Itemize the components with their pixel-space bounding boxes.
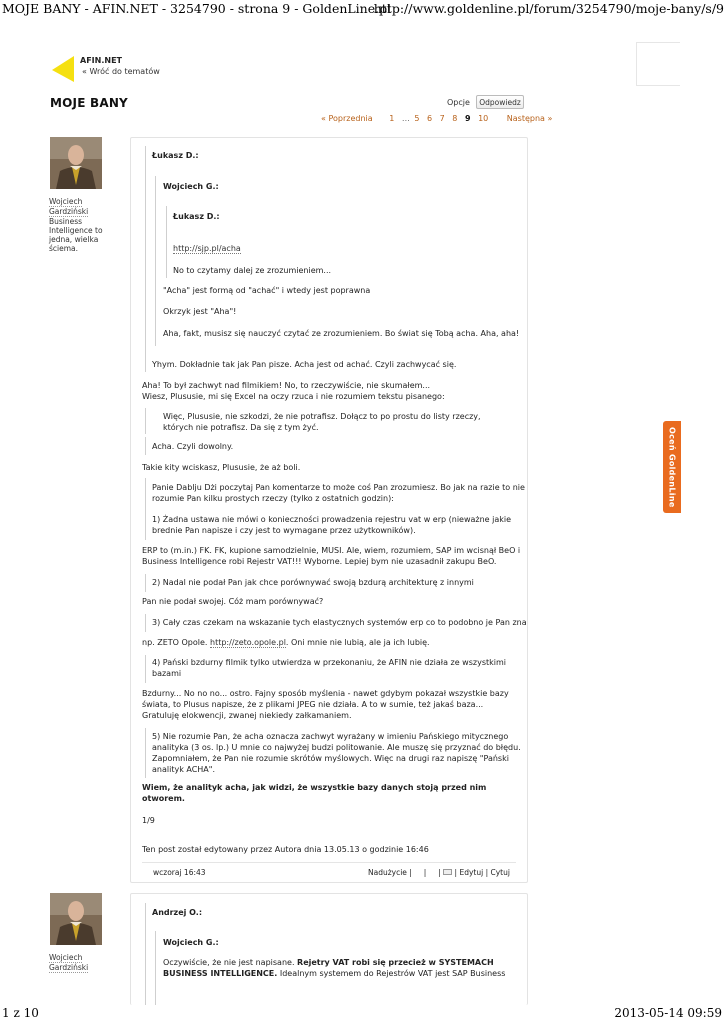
quote-text bbox=[163, 968, 505, 979]
pagination-current-page: 9 bbox=[464, 114, 471, 123]
topic-title: MOJE BANY bbox=[50, 96, 128, 110]
pagination-prev[interactable]: « Poprzednia bbox=[321, 114, 373, 123]
quote-text: brednie Pan napisze i czy jest to wymagane przez użytkowników). bbox=[152, 526, 416, 535]
pagination-ellipsis: … bbox=[401, 114, 410, 123]
quote-border bbox=[145, 437, 146, 455]
quote-text: 4) Pański bzdurny filmik tylko utwierdza w przekonaniu, że AFIN nie działa ze wszystkimi bbox=[152, 658, 507, 667]
report-abuse-link[interactable]: Nadużycie bbox=[368, 868, 407, 877]
quote-text bbox=[173, 243, 241, 254]
quote-border bbox=[145, 408, 146, 434]
quote-text: 3) Cały czas czekam na wskazanie tych elastycznych systemów erp co to podobno je Pan zna bbox=[152, 618, 527, 627]
options-menu[interactable]: Opcje bbox=[447, 98, 470, 107]
quote-text: których nie potrafisz. Da się z tym żyć. bbox=[163, 423, 319, 432]
quote-text: Acha. Czyli dowolny. bbox=[152, 442, 234, 451]
post-text-segment: . Oni mnie nie lubią, ale ja ich lubię. bbox=[285, 638, 430, 647]
quote-text: Okrzyk jest "Aha"! bbox=[163, 307, 237, 316]
page-print-url: http://www.goldenline.pl/forum/3254790/moje-bany/s/9 bbox=[373, 1, 724, 16]
quote-text: Yhym. Dokładnie tak jak Pan pisze. Acha jest od achać. Czyli zachwycać się. bbox=[152, 360, 457, 369]
author-name[interactable]: Gardziński bbox=[49, 963, 89, 972]
quote-text: No to czytamy dalej ze zrozumieniem... bbox=[173, 266, 332, 275]
author-tagline: ściema. bbox=[49, 244, 79, 253]
quote-author: Łukasz D.: bbox=[152, 151, 199, 160]
quote-author: Wojciech G.: bbox=[163, 182, 219, 191]
avatar-photo-icon bbox=[50, 137, 102, 189]
separator: | bbox=[485, 868, 489, 877]
quote-text-bold: Rejetry VAT robi się przecież w SYSTEMACH bbox=[297, 958, 494, 967]
post-counter: 1/9 bbox=[142, 816, 155, 825]
author-tagline: Intelligence to bbox=[49, 226, 103, 235]
quote-border bbox=[155, 931, 156, 1005]
message-icon[interactable] bbox=[443, 869, 452, 875]
pagination-page[interactable]: 6 bbox=[427, 114, 433, 123]
post-text bbox=[142, 637, 430, 648]
author-avatar[interactable] bbox=[50, 137, 102, 189]
edit-note: Ten post został edytowany przez Autora dnia 13.05.13 o godzinie 16:46 bbox=[142, 845, 429, 854]
quote-border bbox=[145, 146, 146, 372]
quote-border bbox=[145, 478, 146, 540]
post-text: Takie kity wciskasz, Plususie, że aż boli. bbox=[142, 463, 301, 472]
pagination-page[interactable]: 7 bbox=[439, 114, 445, 123]
post-text-segment: np. ZETO Opole. bbox=[142, 638, 208, 647]
edit-link[interactable]: Edytuj bbox=[459, 868, 484, 877]
quote-border bbox=[145, 728, 146, 778]
author-tagline: jedna, wielka bbox=[49, 235, 99, 244]
quote-border bbox=[145, 614, 146, 632]
quote-border bbox=[145, 903, 146, 1005]
quote-text: 1) Żadna ustawa nie mówi o konieczności prowadzenia rejestru vat w erp (nieważne jakie bbox=[152, 515, 512, 524]
author-avatar[interactable] bbox=[50, 893, 102, 945]
feedback-tab[interactable]: Oceń GoldenLine bbox=[663, 421, 681, 513]
quote-text: bazami bbox=[152, 669, 182, 678]
reply-button[interactable]: Odpowiedz bbox=[476, 95, 524, 109]
quote-text: Zapomniałem, że Pan nie rozumie skrótów myślowych. Więc na drugi raz napiszę "Pański bbox=[152, 754, 509, 763]
quote-text: analityka (3 os. lp.) U mnie co najwyżej budzi politowanie. Ale muszę się przyznać do błędu. bbox=[152, 743, 521, 752]
page-counter: 1 z 10 bbox=[2, 1006, 39, 1020]
author-name[interactable]: Gardziński bbox=[49, 207, 89, 216]
quote-text: 2) Nadal nie podał Pan jak chce porównywać swoją bzdurą architekturę z innymi bbox=[152, 578, 474, 587]
post-text: Gratuluję elokwencji, zwanej niekiedy załkamaniem. bbox=[142, 711, 352, 720]
page-print-title: MOJE BANY - AFIN.NET - 3254790 - strona 9 - GoldenLine.pl bbox=[2, 1, 392, 16]
separator: | bbox=[423, 868, 427, 877]
post-link[interactable]: http://zeto.opole.pl bbox=[210, 638, 286, 647]
quote-text bbox=[163, 957, 494, 968]
pagination-page[interactable]: 10 bbox=[478, 114, 489, 123]
pagination bbox=[321, 114, 557, 123]
pagination-page[interactable]: 1 bbox=[389, 114, 395, 123]
pagination-page[interactable]: 5 bbox=[414, 114, 420, 123]
print-header bbox=[0, 0, 724, 20]
post-text: ERP to (m.in.) FK. FK, kupione samodzielnie, MUSI. Ale, wiem, rozumiem, SAP im wcisnął BeO i bbox=[142, 546, 521, 555]
quote-author: Wojciech G.: bbox=[163, 938, 219, 947]
author-name[interactable]: Wojciech bbox=[49, 953, 83, 962]
quote-link[interactable]: http://sjp.pl/acha bbox=[173, 244, 241, 253]
avatar-photo-icon bbox=[50, 893, 102, 945]
post-text: świata, to Plusus napisze, że z plikami JPEG nie działa. A to w sumie, też jakaś baza... bbox=[142, 700, 484, 709]
quote-text-segment: Idealnym systemem do Rejestrów VAT jest SAP Business bbox=[277, 969, 506, 978]
back-to-topics-link[interactable]: « Wróć do tematów bbox=[82, 67, 160, 76]
quote-text-bold: BUSINESS INTELLIGENCE. bbox=[163, 969, 278, 978]
quote-text: Panie Dablju Dżi poczytaj Pan komentarze to może coś Pan zrozumiesz. Bo jak na razie to nie bbox=[152, 483, 525, 492]
post-text: Pan nie podał swojej. Cóż mam porównywać? bbox=[142, 597, 324, 606]
post-footer-divider bbox=[142, 862, 516, 863]
quote-author: Andrzej O.: bbox=[152, 908, 203, 917]
quote-author: Łukasz D.: bbox=[173, 212, 220, 221]
author-info bbox=[49, 197, 111, 253]
separator: | bbox=[409, 868, 412, 877]
quote-text: rozumie Pan kilku prostych rzeczy (tylko z ostatnich godzin): bbox=[152, 494, 394, 503]
post-text: Bzdurny... No no no... ostro. Fajny sposób myślenia - nawet gdybym pokazał wszystkie bazy bbox=[142, 689, 509, 698]
post-text: Aha! To był zachwyt nad filmikiem! No, to rzeczywiście, nie skumałem... bbox=[142, 381, 431, 390]
quote-text-segment: Oczywiście, że nie jest napisane. bbox=[163, 958, 298, 967]
post-bold-text: otworem. bbox=[142, 794, 185, 803]
quote-border bbox=[155, 176, 156, 346]
author-info bbox=[49, 953, 111, 973]
author-name[interactable]: Wojciech bbox=[49, 197, 83, 206]
quote-text: 5) Nie rozumie Pan, że acha oznacza zachwyt wyrażany w imieniu Pańskiego mitycznego bbox=[152, 732, 509, 741]
quote-border bbox=[145, 655, 146, 683]
post-timestamp: wczoraj 16:43 bbox=[153, 868, 206, 877]
pagination-page[interactable]: 8 bbox=[452, 114, 458, 123]
post-actions bbox=[368, 867, 510, 878]
author-tagline: Business bbox=[49, 217, 83, 226]
quote-text: Więc, Plususie, nie szkodzi, że nie potrafisz. Dołącz to po prostu do listy rzeczy, bbox=[163, 412, 481, 421]
post-text: Business Intelligence robi Rejestr VAT!!! Wyborne. Lepiej bym nie uzasadnił zakupu BeO. bbox=[142, 557, 497, 566]
quote-border bbox=[166, 206, 167, 278]
group-logo-icon bbox=[50, 54, 76, 84]
pagination-next[interactable]: Następna » bbox=[506, 114, 553, 123]
quote-text: "Acha" jest formą od "achać" i wtedy jest poprawna bbox=[163, 286, 371, 295]
group-name: AFIN.NET bbox=[80, 56, 122, 65]
post-bold-text: Wiem, że analityk acha, jak widzi, że wszystkie bazy danych stoją przed nim bbox=[142, 783, 487, 792]
group-header bbox=[50, 52, 250, 82]
print-footer bbox=[0, 1004, 724, 1024]
post-text: Wiesz, Plususie, mi się Excel na oczy rzuca i nie rozumiem tekstu pisanego: bbox=[142, 392, 445, 401]
separator: | bbox=[438, 868, 441, 877]
quote-text: analityk ACHA". bbox=[152, 765, 215, 774]
separator: | bbox=[454, 868, 458, 877]
quote-border bbox=[145, 574, 146, 592]
quote-text: Aha, fakt, musisz się nauczyć czytać ze zrozumieniem. Bo świat się Tobą acha. Aha, aha! bbox=[163, 329, 520, 338]
print-datetime: 2013-05-14 09:59 bbox=[614, 1006, 722, 1020]
right-sidebar-box bbox=[636, 42, 680, 86]
quote-link[interactable]: Cytuj bbox=[490, 868, 510, 877]
